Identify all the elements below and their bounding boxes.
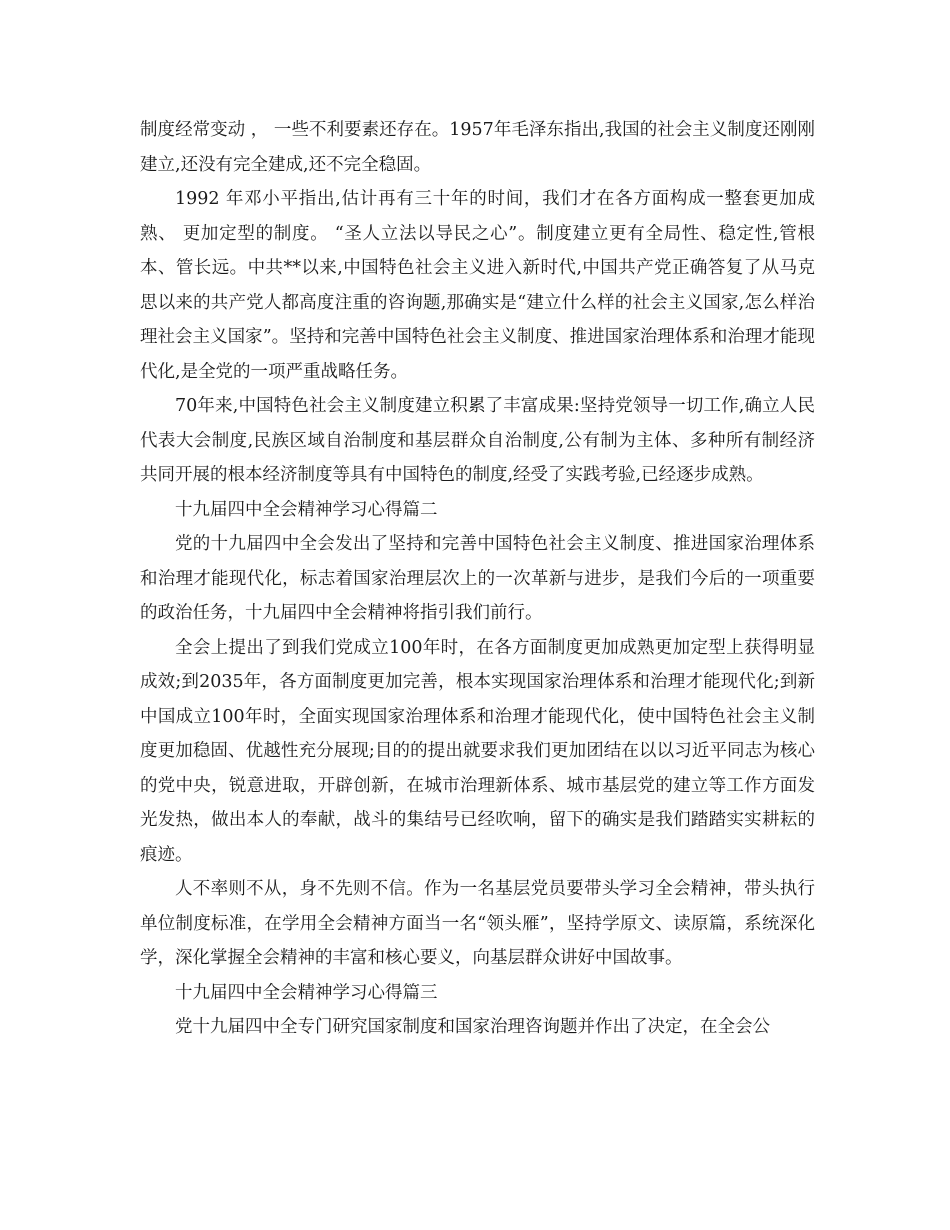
paragraph-1992: 1992 年邓小平指出,估计再有三十年的时间，我们才在各方面构成一整套更加成熟、 更加定型的制度。 “圣人立法以导民之心”。制度建立更有全局性、稳定性,管根本、管长远。中共**以来,中国特色社会主义进入新时代,中国共产党正确答复了从马克思以来的共产党人都高度注重的咨询题,那确实是“建立什么样的社会主义国家,怎么样治理社会主义国家”。坚持和完善中国特色社会主义制度、推进国家治理体系和治理才能现代化,是全党的一项严重战略任务。	[140, 189, 815, 382]
section-heading-part-three: 十九届四中全会精神学习心得篇三	[175, 982, 438, 1003]
paragraph-goals: 全会上提出了到我们党成立100年时，在各方面制度更加成熟更加定型上获得明显成效;到2035年，各方面制度更加完善，根本实现国家治理体系和治理才能现代化;到新中国成立100年时，全面实现国家治理体系和治理才能现代化，使中国特色社会主义制度更加稳固、优越性充分展现;目的的提出就要求我们更加团结在以以习近平同志为核心的党中央，锐意进取，开辟创新，在城市治理新体系、城市基层党的建立等工作方面发光发热，做出本人的奉献，战斗的集结号已经吹响，留下的确实是我们踏踏实实耕耘的痕迹。	[140, 637, 815, 865]
paragraph-lead-by-example: 人不率则不从，身不先则不信。作为一名基层党员要带头学习全会精神，带头执行单位制度标准，在学用全会精神方面当一名“领头雁”，坚持学原文、读原篇，系统深化学，深化掌握全会精神的丰富和核心要义，向基层群众讲好中国故事。	[140, 879, 815, 968]
paragraph-part-three-start: 党十九届四中全专门研究国家制度和国家治理咨询题并作出了决定，在全会公	[175, 1017, 770, 1037]
document-body	[140, 113, 815, 1045]
paragraph-continuation: 制度经常变动 ， 一些不利要素还存在。1957年毛泽东指出,我国的社会主义制度还刚刚建立,还没有完全建成,还不完全稳固。	[140, 120, 815, 175]
section-heading-part-two: 十九届四中全会精神学习心得篇二	[175, 499, 438, 520]
paragraph-70-years: 70年来,中国特色社会主义制度建立积累了丰富成果:坚持党领导一切工作,确立人民代表大会制度,民族区域自治制度和基层群众自治制度,公有制为主体、多种所有制经济共同开展的根本经济制度等具有中国特色的制度,经受了实践考验,已经逐步成熟。	[140, 396, 815, 485]
paragraph-plenum-intro: 党的十九届四中全会发出了坚持和完善中国特色社会主义制度、推进国家治理体系和治理才能现代化，标志着国家治理层次上的一次革新与进步，是我们今后的一项重要的政治任务，十九届四中全会精神将指引我们前行。	[140, 534, 815, 623]
